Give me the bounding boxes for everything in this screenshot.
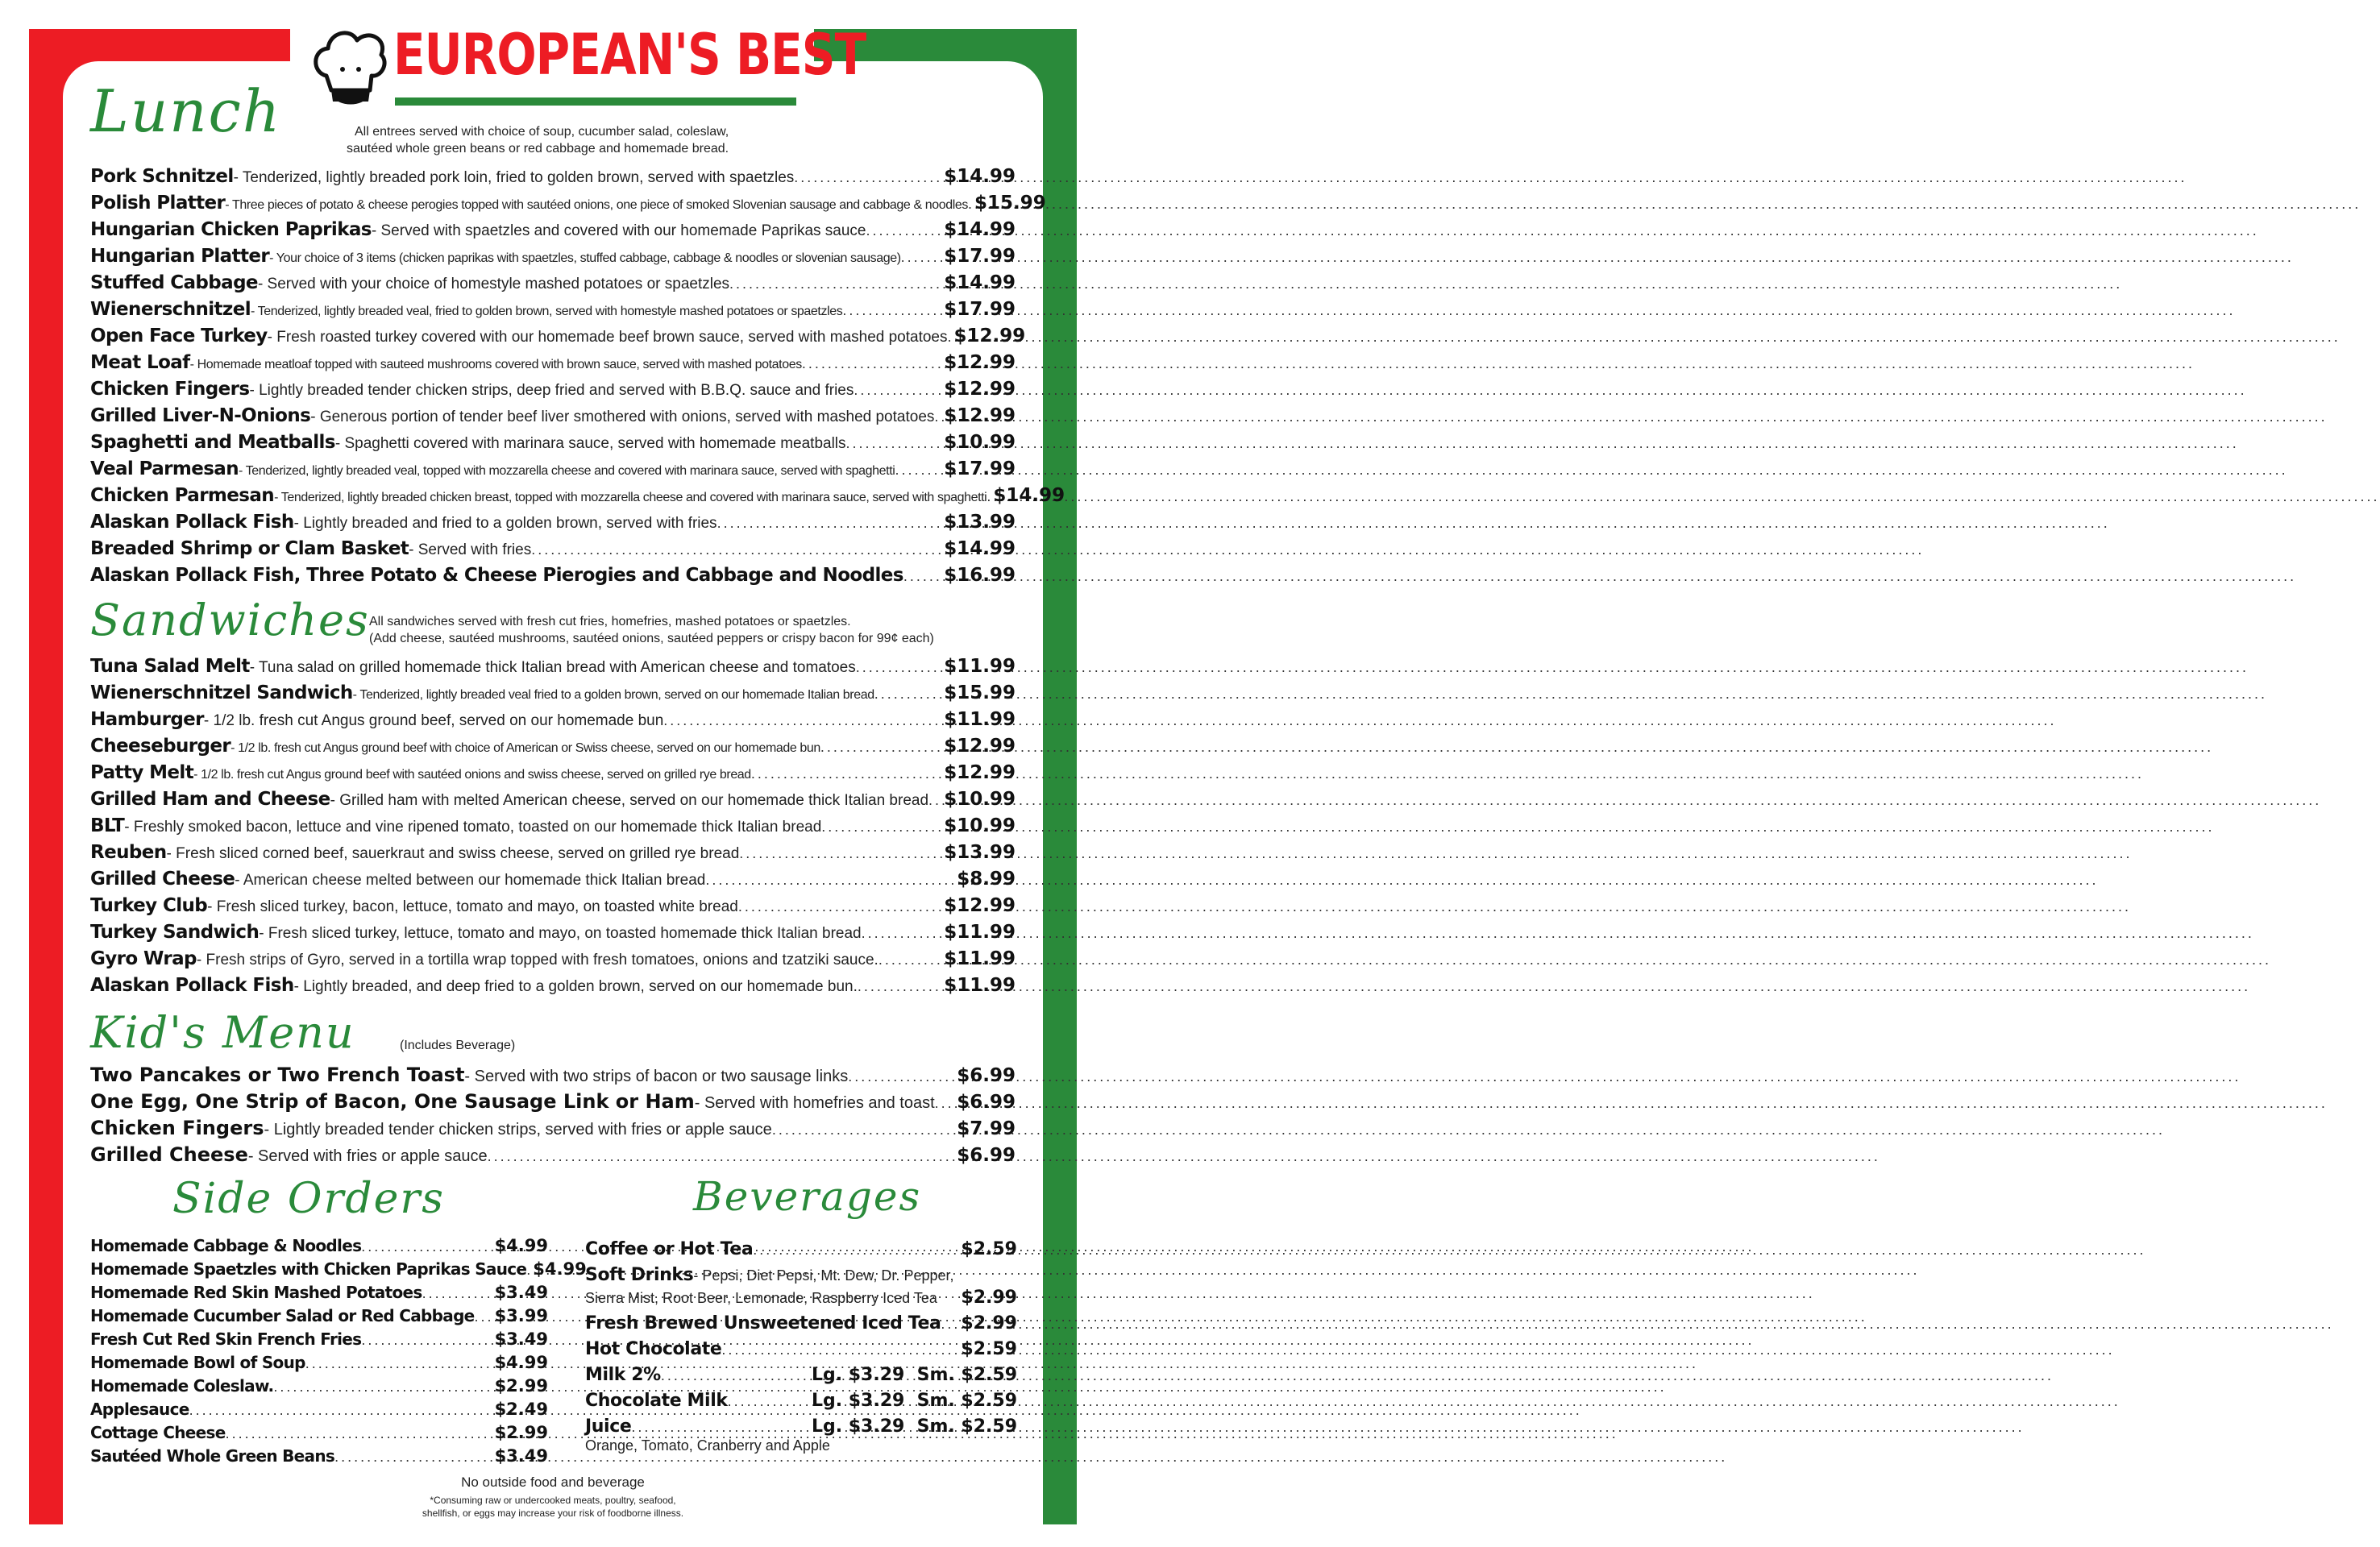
item-desc: - Generous portion of tender beef liver smothered with onions, served with mashed potatoes bbox=[310, 409, 935, 425]
brand-underline bbox=[395, 97, 796, 106]
item-name: BLT bbox=[90, 815, 125, 836]
sandwiches-note-1: All sandwiches served with fresh cut fries, homefries, mashed potatoes or spaetzles. bbox=[369, 615, 851, 628]
item-name: Applesauce bbox=[90, 1400, 189, 1419]
item-price: $12.99 bbox=[953, 326, 1026, 346]
item-name: Grilled Ham and Cheese bbox=[90, 789, 330, 810]
item-price: $2.99 bbox=[961, 1313, 1017, 1333]
item-price: $2.99 bbox=[494, 1423, 548, 1442]
beverage-item bbox=[585, 1313, 1017, 1339]
item-price: $10.99 bbox=[944, 789, 1016, 810]
item-desc: Sierra Mist, Root Beer, Lemonade, Raspberry Iced Tea bbox=[585, 1290, 937, 1306]
beverage-item bbox=[585, 1365, 1017, 1391]
lunch-item bbox=[90, 565, 1016, 591]
item-price: $16.99 bbox=[944, 565, 1016, 586]
item-price: $6.99 bbox=[957, 1145, 1016, 1166]
item-name: Hot Chocolate bbox=[585, 1339, 722, 1359]
item-name: Homemade Red Skin Mashed Potatoes bbox=[90, 1283, 422, 1302]
item-price: $11.99 bbox=[944, 948, 1016, 969]
item-price: $2.49 bbox=[494, 1400, 548, 1419]
item-price: $8.99 bbox=[957, 869, 1016, 890]
item-desc: - Served with fries or apple sauce bbox=[247, 1147, 488, 1165]
item-desc: - Tenderized, lightly breaded pork loin, fried to golden brown, served with spaetzles bbox=[233, 169, 795, 186]
item-desc: - Tenderized, lightly breaded chicken breast, topped with mozzarella cheese and covered with marinara sauce, served with spaghetti bbox=[274, 491, 987, 504]
sandwich-item bbox=[90, 709, 1016, 736]
lunch-heading: Lunch bbox=[90, 77, 282, 145]
item-price: $2.59 bbox=[961, 1339, 1017, 1359]
lunch-item bbox=[90, 246, 1016, 272]
item-name: Meat Loaf bbox=[90, 352, 190, 373]
item-name: Reuben bbox=[90, 842, 167, 863]
item-name: Tuna Salad Melt bbox=[90, 656, 250, 677]
side-item bbox=[90, 1446, 548, 1470]
item-price: $15.99 bbox=[974, 193, 1046, 214]
beverage-item bbox=[585, 1391, 1017, 1416]
lunch-item bbox=[90, 219, 1016, 246]
item-desc: - Freshly smoked bacon, lettuce and vine ripened tomato, toasted on our homemade thick Italian bread bbox=[124, 819, 822, 836]
item-desc: - Tenderized, lightly breaded veal, topped with mozzarella cheese and covered with marinara sauce, served with spaghetti bbox=[239, 464, 895, 478]
sandwich-item bbox=[90, 682, 1016, 709]
side-item bbox=[90, 1353, 548, 1376]
item-price: $3.99 bbox=[494, 1306, 548, 1325]
side-item bbox=[90, 1400, 548, 1423]
item-price: $14.99 bbox=[944, 272, 1016, 293]
item-name: Polish Platter bbox=[90, 193, 226, 214]
item-name: Chocolate Milk bbox=[585, 1391, 728, 1411]
kids-heading: Kid's Menu bbox=[90, 1007, 355, 1058]
item-name: Coffee or Hot Tea bbox=[585, 1239, 754, 1259]
item-name: Two Pancakes or Two French Toast bbox=[90, 1064, 465, 1086]
lunch-item bbox=[90, 193, 1046, 219]
item-name: Wienerschnitzel Sandwich bbox=[90, 682, 353, 703]
kids-item bbox=[90, 1117, 1016, 1143]
sandwich-item bbox=[90, 815, 1016, 842]
side-item bbox=[90, 1259, 587, 1283]
item-name: Patty Melt bbox=[90, 762, 194, 783]
item-price: $13.99 bbox=[944, 512, 1016, 533]
item-price: $11.99 bbox=[944, 922, 1016, 943]
item-price: $17.99 bbox=[944, 246, 1016, 267]
item-price: $3.49 bbox=[494, 1329, 548, 1349]
item-price: Lg. $3.29 Sm. $2.59 bbox=[811, 1416, 1017, 1437]
item-desc: - Lightly breaded tender chicken strips, served with fries or apple sauce bbox=[264, 1121, 772, 1138]
item-desc: - Your choice of 3 items (chicken paprikas with spaetzles, stuffed cabbage, cabbage & noodles or slovenian sausage) bbox=[269, 251, 901, 265]
lunch-item bbox=[90, 299, 1016, 326]
item-name: Open Face Turkey bbox=[90, 326, 268, 346]
item-name: Chicken Parmesan bbox=[90, 485, 275, 506]
item-price: Lg. $3.29 Sm. $2.59 bbox=[811, 1391, 1017, 1411]
lunch-list bbox=[90, 166, 1065, 591]
side-item bbox=[90, 1376, 548, 1400]
item-name: Chicken Fingers bbox=[90, 379, 250, 400]
lunch-item bbox=[90, 379, 1016, 405]
sandwich-item bbox=[90, 842, 1016, 869]
item-name: Pork Schnitzel bbox=[90, 166, 234, 187]
item-name: Alaskan Pollack Fish, Three Potato & Cheese Pierogies and Cabbage and Noodles bbox=[90, 565, 903, 586]
item-price: $4.99 bbox=[494, 1236, 548, 1255]
sandwich-item bbox=[90, 922, 1016, 948]
item-desc: - Lightly breaded, and deep fried to a golden brown, served on our homemade bun. bbox=[293, 978, 858, 995]
item-name: Chicken Fingers bbox=[90, 1117, 264, 1139]
sandwiches-heading: Sandwiches bbox=[90, 595, 370, 645]
sides-list bbox=[90, 1236, 587, 1470]
item-price: $14.99 bbox=[944, 219, 1016, 240]
lunch-item bbox=[90, 432, 1016, 458]
item-name: Homemade Cabbage & Noodles bbox=[90, 1236, 362, 1255]
item-price: $6.99 bbox=[957, 1065, 1016, 1086]
beverage-item-soft-drinks bbox=[585, 1265, 1017, 1288]
item-price: $11.99 bbox=[944, 709, 1016, 730]
side-item bbox=[90, 1423, 548, 1446]
item-price: $11.99 bbox=[944, 656, 1016, 677]
item-name: One Egg, One Strip of Bacon, One Sausage Link or Ham bbox=[90, 1090, 695, 1113]
consumption-warning bbox=[416, 1494, 690, 1520]
item-desc: - Pepsi, Diet Pepsi, Mt. Dew, Dr. Pepper, bbox=[693, 1267, 954, 1284]
beverage-item-soft-drinks-line2 bbox=[585, 1288, 1017, 1313]
lunch-item bbox=[90, 352, 1016, 379]
item-desc: - Fresh sliced turkey, bacon, lettuce, tomato and mayo, on toasted white bread bbox=[207, 898, 738, 915]
beverage-item bbox=[585, 1239, 1017, 1265]
item-desc: - Served with fries bbox=[409, 541, 532, 558]
side-item bbox=[90, 1329, 548, 1353]
item-desc: - 1/2 lb. fresh cut Angus ground beef, served on our homemade bun bbox=[203, 712, 664, 729]
item-name: Hungarian Platter bbox=[90, 246, 270, 267]
item-desc: - Three pieces of potato & cheese perogies topped with sautéed onions, one piece of smoked Slovenian sausage and cabbage & noodles bbox=[225, 198, 969, 212]
item-desc: - 1/2 lb. fresh cut Angus ground beef with sautéed onions and swiss cheese, served on grilled rye bread bbox=[193, 768, 751, 782]
item-price: $3.49 bbox=[494, 1446, 548, 1466]
item-desc: - Served with spaetzles and covered with our homemade Paprikas sauce bbox=[371, 222, 866, 239]
item-desc: - Fresh sliced corned beef, sauerkraut and swiss cheese, served on grilled rye bread bbox=[166, 845, 740, 862]
item-price: $11.99 bbox=[944, 975, 1016, 996]
item-name: Fresh Brewed Unsweetened Iced Tea bbox=[585, 1313, 941, 1333]
sandwich-item bbox=[90, 736, 1016, 762]
lunch-item bbox=[90, 512, 1016, 538]
item-name: Homemade Spaetzles with Chicken Paprikas Sauce bbox=[90, 1259, 527, 1279]
item-desc: - Spaghetti covered with marinara sauce, served with homemade meatballs bbox=[334, 435, 846, 452]
item-price: $14.99 bbox=[993, 485, 1065, 506]
side-item bbox=[90, 1283, 548, 1306]
item-name: Milk 2% bbox=[585, 1365, 661, 1385]
item-desc: - Tenderized, lightly breaded veal fried to a golden brown, served on our homemade Italian bread bbox=[352, 688, 874, 702]
item-price: $12.99 bbox=[944, 379, 1016, 400]
item-name: Veal Parmesan bbox=[90, 458, 239, 479]
lunch-item bbox=[90, 405, 1016, 432]
item-desc: - Served with two strips of bacon or two sausage links bbox=[464, 1068, 849, 1085]
item-price: $12.99 bbox=[944, 762, 1016, 783]
item-price: $12.99 bbox=[944, 352, 1016, 373]
item-desc: - American cheese melted between our homemade thick Italian bread bbox=[235, 872, 706, 889]
item-desc: - Lightly breaded and fried to a golden brown, served with fries bbox=[293, 515, 717, 532]
item-name: Turkey Sandwich bbox=[90, 922, 260, 943]
item-name: Hungarian Chicken Paprikas bbox=[90, 219, 372, 240]
item-desc: - Homemade meatloaf topped with sauteed mushrooms covered with brown sauce, served with mashed potatoes bbox=[189, 358, 802, 371]
kids-item bbox=[90, 1090, 1016, 1117]
kids-item bbox=[90, 1064, 1016, 1090]
beverage-item bbox=[585, 1416, 1017, 1437]
chef-hat-icon bbox=[310, 24, 389, 110]
item-price: $6.99 bbox=[957, 1092, 1016, 1113]
sides-heading: Side Orders bbox=[172, 1175, 445, 1223]
item-desc: - Grilled ham with melted American cheese, served on our homemade thick Italian bread bbox=[330, 792, 929, 809]
sandwich-item bbox=[90, 948, 1016, 975]
item-price: $14.99 bbox=[944, 166, 1016, 187]
item-desc: - Fresh roasted turkey covered with our homemade beef brown sauce, served with mashed potatoes bbox=[267, 329, 948, 346]
warning-line-2: shellfish, or eggs may increase your risk of foodborne illness. bbox=[422, 1508, 684, 1519]
item-desc: - Fresh sliced turkey, lettuce, tomato and mayo, on toasted homemade thick Italian bread bbox=[259, 925, 862, 942]
item-name: Grilled Cheese bbox=[90, 1143, 248, 1166]
item-desc: - Tuna salad on grilled homemade thick Italian bread with American cheese and tomatoes bbox=[249, 659, 856, 676]
item-price: $2.99 bbox=[494, 1376, 548, 1396]
item-price: $10.99 bbox=[944, 432, 1016, 453]
sandwich-item bbox=[90, 975, 1016, 1002]
warning-line-1: *Consuming raw or undercooked meats, poultry, seafood, bbox=[430, 1495, 676, 1506]
side-item bbox=[90, 1306, 548, 1329]
item-name: Gyro Wrap bbox=[90, 948, 197, 969]
item-name: Cheeseburger bbox=[90, 736, 231, 757]
item-name: Juice bbox=[585, 1416, 632, 1437]
item-desc: - Fresh strips of Gyro, served in a tortilla wrap topped with fresh tomatoes, onions and tzatziki sauce. bbox=[196, 952, 878, 968]
lunch-note-1: All entrees served with choice of soup, cucumber salad, coleslaw, bbox=[355, 125, 729, 139]
item-price: $2.59 bbox=[961, 1239, 1017, 1259]
item-price: $17.99 bbox=[944, 458, 1016, 479]
item-price: $14.99 bbox=[944, 538, 1016, 559]
item-name: Wienerschnitzel bbox=[90, 299, 251, 320]
item-name: Alaskan Pollack Fish bbox=[90, 975, 294, 996]
item-price: $7.99 bbox=[957, 1118, 1016, 1139]
item-desc: - 1/2 lb. fresh cut Angus ground beef with choice of American or Swiss cheese, served on our homemade bun bbox=[231, 741, 820, 755]
item-name: Turkey Club bbox=[90, 895, 208, 916]
beverages-list bbox=[585, 1239, 1017, 1454]
item-name: Homemade Coleslaw. bbox=[90, 1376, 274, 1396]
outside-food-notice: No outside food and beverage bbox=[461, 1474, 645, 1490]
item-price: $2.99 bbox=[961, 1288, 1017, 1308]
beverage-item bbox=[585, 1339, 1017, 1365]
item-name: Breaded Shrimp or Clam Basket bbox=[90, 538, 409, 559]
item-desc: - Served with your choice of homestyle mashed potatoes or spaetzles bbox=[257, 276, 730, 292]
sandwich-item bbox=[90, 869, 1016, 895]
item-price: $15.99 bbox=[944, 682, 1016, 703]
lunch-item bbox=[90, 166, 1016, 193]
item-name: Sautéed Whole Green Beans bbox=[90, 1446, 335, 1466]
item-price: Lg. $3.29 Sm. $2.59 bbox=[811, 1365, 1017, 1385]
sandwich-item bbox=[90, 762, 1016, 789]
item-name: Alaskan Pollack Fish bbox=[90, 512, 294, 533]
kids-note: (Includes Beverage) bbox=[400, 1039, 516, 1052]
item-price: $12.99 bbox=[944, 895, 1016, 916]
item-price: $12.99 bbox=[944, 736, 1016, 757]
lunch-note-2: sautéed whole green beans or red cabbage and homemade bread. bbox=[347, 142, 729, 156]
kids-list bbox=[90, 1064, 1016, 1170]
side-item bbox=[90, 1236, 548, 1259]
item-desc: - Tenderized, lightly breaded veal, fried to golden brown, served with homestyle mashed potatoes or spaetzles bbox=[251, 305, 843, 318]
item-name: Soft Drinks bbox=[585, 1265, 694, 1285]
juice-flavors: Orange, Tomato, Cranberry and Apple bbox=[585, 1437, 830, 1454]
item-name: Spaghetti and Meatballs bbox=[90, 432, 335, 453]
beverages-heading: Beverages bbox=[693, 1173, 922, 1220]
lunch-item bbox=[90, 458, 1016, 485]
item-name: Grilled Liver-N-Onions bbox=[90, 405, 311, 426]
item-price: $4.99 bbox=[494, 1353, 548, 1372]
lunch-item bbox=[90, 538, 1016, 565]
item-name: Stuffed Cabbage bbox=[90, 272, 258, 293]
lunch-item bbox=[90, 485, 1065, 512]
item-price: $13.99 bbox=[944, 842, 1016, 863]
lunch-item bbox=[90, 326, 1026, 352]
kids-item bbox=[90, 1143, 1016, 1170]
item-name: Homemade Cucumber Salad or Red Cabbage bbox=[90, 1306, 475, 1325]
sandwiches-note-2: (Add cheese, sautéed mushrooms, sautéed onions, sautéed peppers or crispy bacon for 99¢ each) bbox=[369, 632, 934, 645]
item-name: Cottage Cheese bbox=[90, 1423, 226, 1442]
sandwich-item bbox=[90, 789, 1016, 815]
item-desc: - Lightly breaded tender chicken strips, deep fried and served with B.B.Q. sauce and fries bbox=[249, 382, 854, 399]
item-name: Fresh Cut Red Skin French Fries bbox=[90, 1329, 362, 1349]
item-name: Hamburger bbox=[90, 709, 204, 730]
lunch-item bbox=[90, 272, 1016, 299]
item-price: $3.49 bbox=[494, 1283, 548, 1302]
item-price: $17.99 bbox=[944, 299, 1016, 320]
brand-title: EUROPEAN'S BEST bbox=[393, 21, 866, 88]
item-name: Homemade Bowl of Soup bbox=[90, 1353, 305, 1372]
sandwiches-list bbox=[90, 656, 1016, 1002]
sandwich-item bbox=[90, 895, 1016, 922]
sandwich-item bbox=[90, 656, 1016, 682]
item-price: $12.99 bbox=[944, 405, 1016, 426]
item-price: $10.99 bbox=[944, 815, 1016, 836]
item-name: Grilled Cheese bbox=[90, 869, 235, 890]
item-price: $4.99 bbox=[533, 1259, 587, 1279]
item-desc: - Served with homefries and toast bbox=[694, 1094, 935, 1112]
